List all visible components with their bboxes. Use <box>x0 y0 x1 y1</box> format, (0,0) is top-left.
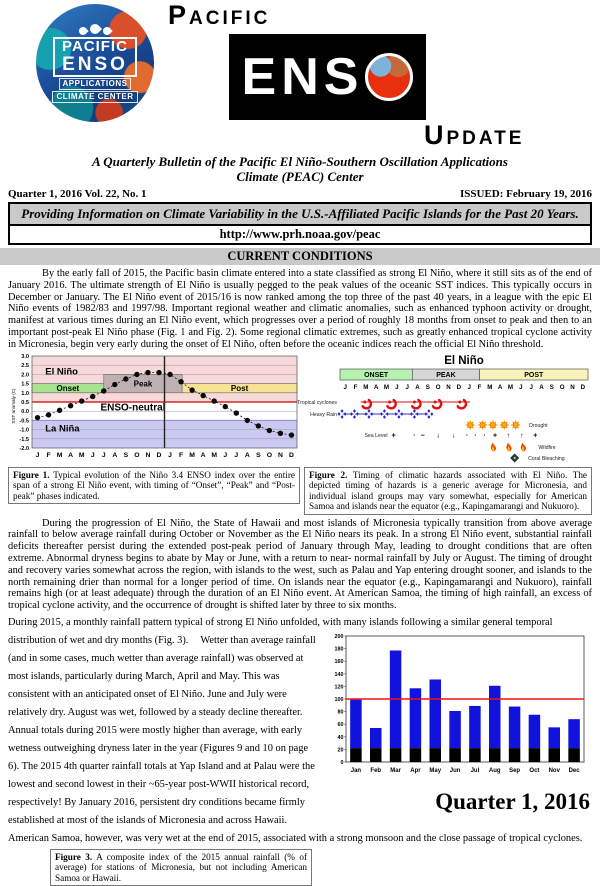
index-point <box>90 393 95 398</box>
svg-text:M: M <box>383 383 390 391</box>
figure2-hazard-timeline-chart <box>297 354 592 466</box>
index-point <box>278 430 283 435</box>
svg-text:J: J <box>395 383 399 391</box>
figure2-caption-label: Figure 2. <box>309 469 348 480</box>
svg-text:120: 120 <box>334 684 344 691</box>
svg-text:A: A <box>200 451 206 459</box>
svg-text:J: J <box>519 383 523 391</box>
paragraph-2: During the progression of El Niño, the State of Hawaii and most islands of Micronesia typically transition from above average rainfall to below average rainfall during October or November as the El Niño nears its peak. In a strong El Niño event, substantial rainfall deficits thereafter persist during the extended post-peak period of January through May, leading to drought conditions that are often extreme. Abnormal dryness begins to abate by May or June, with a return to near- normal rainfall by July or August. The timing of drought and recovery varies somewhat across the region, with islands to the west, such as Palau and Yap entering drought sooner, and islands to the north remaining drier than normal for a longer period of time. On islands near the equator (e.g., Kapingamarangi and Nukuoro), rainfall remains high (or at least adequate) through the duration of an El Niño event. At American Samoa, the timing of high rainfall, an excess of tropical cyclone activity, and the occurrence of drought is shifted later by three to six months. <box>8 517 592 612</box>
logo-applications-label: APPLICATIONS <box>59 78 132 90</box>
svg-text:A: A <box>68 451 74 459</box>
bulletin-subtitle: A Quarterly Bulletin of the Pacific El Niño-Southern Oscillation Applications Climate (PEAC) Center <box>92 154 508 184</box>
svg-text:2.5: 2.5 <box>21 362 29 369</box>
svg-text:M: M <box>189 451 195 459</box>
svg-text:−: − <box>420 432 425 440</box>
peac-url-link[interactable]: http://www.prh.noaa.gov/peac <box>10 224 590 243</box>
title-update: Update <box>424 120 525 150</box>
svg-text:Heavy Rain: Heavy Rain <box>310 411 337 418</box>
logo-pacific-label: PACIFIC <box>62 37 128 55</box>
svg-text:2.0: 2.0 <box>21 371 29 378</box>
svg-text:Jun: Jun <box>449 767 461 774</box>
figure1-caption-text: Typical evolution of the Niño 3.4 ENSO index over the entire span of a strong El Niño event, with timing of “Onset”, “Peak” and “Post-peak” phases indicated. <box>13 469 295 501</box>
svg-text:J: J <box>168 451 172 459</box>
bar-feb <box>370 728 382 762</box>
svg-text:A: A <box>244 451 250 459</box>
svg-text:A: A <box>539 383 544 391</box>
index-point <box>68 403 73 408</box>
tagline-banner <box>8 202 592 245</box>
svg-text:Aug: Aug <box>488 767 501 774</box>
svg-text:Tropical cyclones: Tropical cyclones <box>297 399 337 406</box>
heavy-rain-row <box>310 409 433 419</box>
index-point <box>79 398 84 403</box>
svg-text:·: · <box>413 432 416 440</box>
svg-text:+: + <box>391 432 396 440</box>
svg-text:Oct: Oct <box>529 767 540 774</box>
svg-text:J: J <box>234 451 239 459</box>
svg-text:A: A <box>112 451 118 459</box>
svg-text:O: O <box>435 383 441 391</box>
index-point <box>35 415 40 420</box>
index-point <box>289 432 294 437</box>
paragraph-1: By the early fall of 2015, the Pacific basin climate entered into a state classified as strong El Niño, where it still sits as of the end of January 2016. The ultimate strength of El Niño is usually pegged to the peak values of the oceanic SST indices. This typically occurs in December or January. The El Niño event of 2015/16 is now ranked among the top three of the past 40 years, in a league with the epic El Niño events of 1982/83 and 1997/98. Important regional weather and climatic anomalies, such as enhanced typhoon activity or drought, manifest at various times during an El Niño event, which progresses over a period of roughly 18 months from onset to peak and then to an important post-peak El Niño phase (Fig. 1 and Fig. 2). Some regional climatic extremes, such as greatly enhanced tropical cyclone activity in Micronesia, begin very early during the onset of El Niño, often before the oceanic indices reach the official El Niño threshold. <box>8 268 592 350</box>
svg-text:Sep: Sep <box>509 767 521 774</box>
svg-text:ONSET: ONSET <box>364 371 389 379</box>
index-point <box>234 410 239 415</box>
svg-text:-1.0: -1.0 <box>19 427 29 434</box>
index-point <box>145 369 150 374</box>
figure1-block <box>8 354 300 515</box>
svg-text:La Niña: La Niña <box>45 423 80 435</box>
svg-text:N: N <box>145 451 151 459</box>
svg-text:Post: Post <box>230 383 249 393</box>
svg-text:Jul: Jul <box>470 767 480 774</box>
svg-text:PEAK: PEAK <box>436 371 456 379</box>
wildfire-row <box>491 442 556 451</box>
svg-text:Dec: Dec <box>568 767 580 774</box>
svg-text:140: 140 <box>334 671 344 678</box>
svg-text:Coral Bleaching: Coral Bleaching <box>528 455 565 462</box>
index-point <box>112 381 117 386</box>
svg-text:↓: ↓ <box>436 432 440 440</box>
peac-logo <box>36 4 154 122</box>
svg-text:1.0: 1.0 <box>21 390 29 397</box>
svg-text:+: + <box>533 432 538 440</box>
svg-text:J: J <box>223 451 228 459</box>
index-point <box>245 417 250 422</box>
index-point <box>189 387 194 392</box>
svg-text:N: N <box>446 383 451 391</box>
figure3-rainfall-bar-chart <box>326 632 592 788</box>
svg-text:S: S <box>123 451 129 459</box>
svg-text:80: 80 <box>337 709 344 716</box>
tropical-cyclones-row <box>297 400 470 408</box>
svg-text:↑: ↑ <box>520 432 524 440</box>
svg-text:F: F <box>178 451 184 459</box>
index-point <box>101 388 106 393</box>
title-pacific: Pacific <box>168 0 271 30</box>
svg-text:F: F <box>353 383 358 391</box>
svg-text:SST anomaly (C): SST anomaly (C) <box>11 388 16 424</box>
svg-text:A: A <box>497 383 503 391</box>
svg-text:Drought: Drought <box>529 422 548 429</box>
svg-text:O: O <box>266 451 273 459</box>
svg-text:180: 180 <box>334 646 344 653</box>
enso-logo <box>229 34 426 120</box>
index-point <box>156 369 161 374</box>
svg-text:J: J <box>35 451 40 459</box>
svg-text:Wildfire: Wildfire <box>538 444 556 451</box>
svg-text:1.5: 1.5 <box>21 381 29 388</box>
index-point <box>256 423 261 428</box>
figure1-nino34-index-chart <box>8 354 300 466</box>
enso-logo-text: ENS <box>241 48 364 106</box>
index-point <box>223 403 228 408</box>
svg-text:J: J <box>467 383 471 391</box>
svg-text:A: A <box>373 383 379 391</box>
bar-sep <box>509 707 521 762</box>
enso-globe-o-icon <box>365 53 413 101</box>
masthead <box>0 0 600 152</box>
bar-aug <box>489 686 501 762</box>
svg-text:Sea Level: Sea Level <box>364 432 388 439</box>
svg-text:0: 0 <box>340 759 344 766</box>
figure3-caption-label: Figure 3. <box>55 851 93 862</box>
figure2-block <box>297 354 592 515</box>
index-point <box>267 427 272 432</box>
figure1-caption <box>8 467 300 505</box>
water-drops-icon <box>79 24 111 35</box>
bar-jul <box>469 706 481 762</box>
svg-text:D: D <box>580 383 586 391</box>
svg-text:↓: ↓ <box>451 432 456 440</box>
svg-text:M: M <box>78 451 85 459</box>
figure3-caption <box>50 849 312 886</box>
svg-text:Feb: Feb <box>370 767 382 774</box>
svg-text:M: M <box>363 383 369 391</box>
svg-text:D: D <box>456 383 462 391</box>
svg-text:·: · <box>465 432 469 440</box>
svg-text:M: M <box>487 383 493 391</box>
index-point <box>57 407 62 412</box>
logo-enso-label: ENSO <box>62 53 128 75</box>
page-footer-quarter: Quarter 1, 2016 <box>435 788 590 814</box>
svg-text:Onset: Onset <box>56 383 80 393</box>
paragraph-3-intro: During 2015, a monthly rainfall pattern typical of strong El Niño unfolded, with many islands following a similar general temporal distribution of wet and dry months (Fig. 3). <box>8 616 553 646</box>
issue-date: ISSUED: February 19, 2016 <box>459 188 592 200</box>
svg-text:-1.5: -1.5 <box>19 436 29 443</box>
svg-text:N: N <box>277 451 283 459</box>
svg-text:60: 60 <box>337 722 344 729</box>
svg-text:J: J <box>90 451 95 459</box>
coral-bleaching-row <box>510 453 564 461</box>
index-point <box>123 376 128 381</box>
svg-text:May: May <box>429 767 442 774</box>
drought-row <box>466 420 548 429</box>
issue-volume: Quarter 1, 2016 Vol. 22, No. 1 <box>8 188 147 200</box>
svg-text:·: · <box>483 432 486 440</box>
logo-text-box <box>53 37 137 77</box>
svg-text:M: M <box>211 451 218 459</box>
bar-oct <box>529 715 541 762</box>
svg-text:J: J <box>529 383 533 391</box>
svg-text:20: 20 <box>337 747 344 754</box>
paragraph-3-rest: Wetter than average rainfall (and in some cases, much wetter than average rainfall) was observed at most islands, particularly during March, April and May. This was consistent with an anticipated onset of El Niño. June and July were relatively dry. August was wet, followed by a steady decline thereafter. Annual totals during 2015 were mostly higher than average, with early wetness outweighing dryness later in the year (Figures 9 and 10 on page 6). The 2015 4th quarter rainfall totals at Yap Island and at Palau were the lowest and second lowest in their ~65-year post-WWII historical record, respectively! By January 2016, persistent dry conditions became firmly established at most of the islands of Micronesia and across Hawaii. American Samoa, however, was very wet at the end of 2015, associated with a strong monsoon and the close passage of tropical cyclones. <box>8 634 583 844</box>
figure2-caption-text: Timing of climatic hazards associated with El Niño. The depicted timing of hazards is a generic average for Micronesia, and individual island groups may vary somewhat, especially for American Samoa and islands near the equator (e.g., Kapingamarangi and Nukuoro). <box>309 469 587 512</box>
svg-text:F: F <box>477 383 482 391</box>
bar-jun <box>449 711 461 762</box>
svg-text:Apr: Apr <box>410 767 421 774</box>
figures-row <box>8 354 592 515</box>
index-point <box>167 371 172 376</box>
svg-text:POST: POST <box>524 371 544 379</box>
figure2-caption <box>304 467 592 515</box>
index-point <box>46 412 51 417</box>
svg-text:ENSO-neutral: ENSO-neutral <box>100 401 166 413</box>
bar-may <box>430 679 442 762</box>
svg-text:M: M <box>56 451 63 459</box>
svg-text:J: J <box>343 383 347 391</box>
svg-text:J: J <box>101 451 106 459</box>
svg-text:40: 40 <box>337 734 344 741</box>
svg-text:3.0: 3.0 <box>21 353 29 360</box>
section-title-current-conditions: CURRENT CONDITIONS <box>0 248 600 265</box>
bar-nov <box>549 727 561 762</box>
svg-text:M: M <box>507 383 514 391</box>
figure1-caption-label: Figure 1. <box>13 469 50 480</box>
paragraph-3-block <box>8 612 592 886</box>
index-point <box>178 379 183 384</box>
svg-text:A: A <box>415 383 420 391</box>
figure3-block <box>326 632 592 815</box>
svg-text:0.0: 0.0 <box>21 408 29 415</box>
svg-text:D: D <box>156 451 162 459</box>
bar-dec <box>568 719 580 762</box>
svg-text:100: 100 <box>334 696 344 703</box>
bar-jan <box>350 700 362 762</box>
index-point <box>134 371 139 376</box>
svg-text:Mar: Mar <box>390 767 401 774</box>
svg-text:+: + <box>492 432 498 440</box>
svg-text:S: S <box>425 383 430 391</box>
svg-text:J: J <box>405 383 409 391</box>
svg-text:O: O <box>134 451 140 459</box>
logo-climate-center-label: CLIMATE CENTER <box>52 91 137 103</box>
svg-text:160: 160 <box>334 659 344 666</box>
svg-text:Peak: Peak <box>133 378 153 388</box>
figure3-caption-text: A composite index of the 2015 annual rainfall (% of average) for stations of Micronesia, but not including American Samoa or Hawaii. <box>55 851 307 883</box>
svg-text:D: D <box>289 451 294 459</box>
svg-text:O: O <box>559 383 565 391</box>
index-point <box>200 392 205 397</box>
svg-text:N: N <box>570 383 575 391</box>
svg-text:·: · <box>474 432 477 440</box>
svg-text:Jan: Jan <box>350 767 362 774</box>
index-point <box>211 398 216 403</box>
svg-text:-0.5: -0.5 <box>19 417 29 424</box>
issue-info-row <box>8 188 592 200</box>
svg-text:↑: ↑ <box>506 432 511 440</box>
svg-text:S: S <box>549 383 554 391</box>
bar-mar <box>390 650 401 762</box>
svg-text:F: F <box>46 451 51 459</box>
svg-text:El Niño: El Niño <box>444 354 484 367</box>
svg-text:El Niño: El Niño <box>45 365 78 377</box>
svg-text:-2.0: -2.0 <box>19 445 29 452</box>
svg-text:Nov: Nov <box>548 767 560 774</box>
sea-level-row <box>364 432 537 439</box>
svg-text:200: 200 <box>334 633 344 640</box>
svg-text:0.5: 0.5 <box>21 399 29 406</box>
svg-text:S: S <box>256 451 261 459</box>
banner-tagline: Providing Information on Climate Variability in the U.S.-Affiliated Pacific Islands for the Past 20 Years. <box>10 204 590 224</box>
